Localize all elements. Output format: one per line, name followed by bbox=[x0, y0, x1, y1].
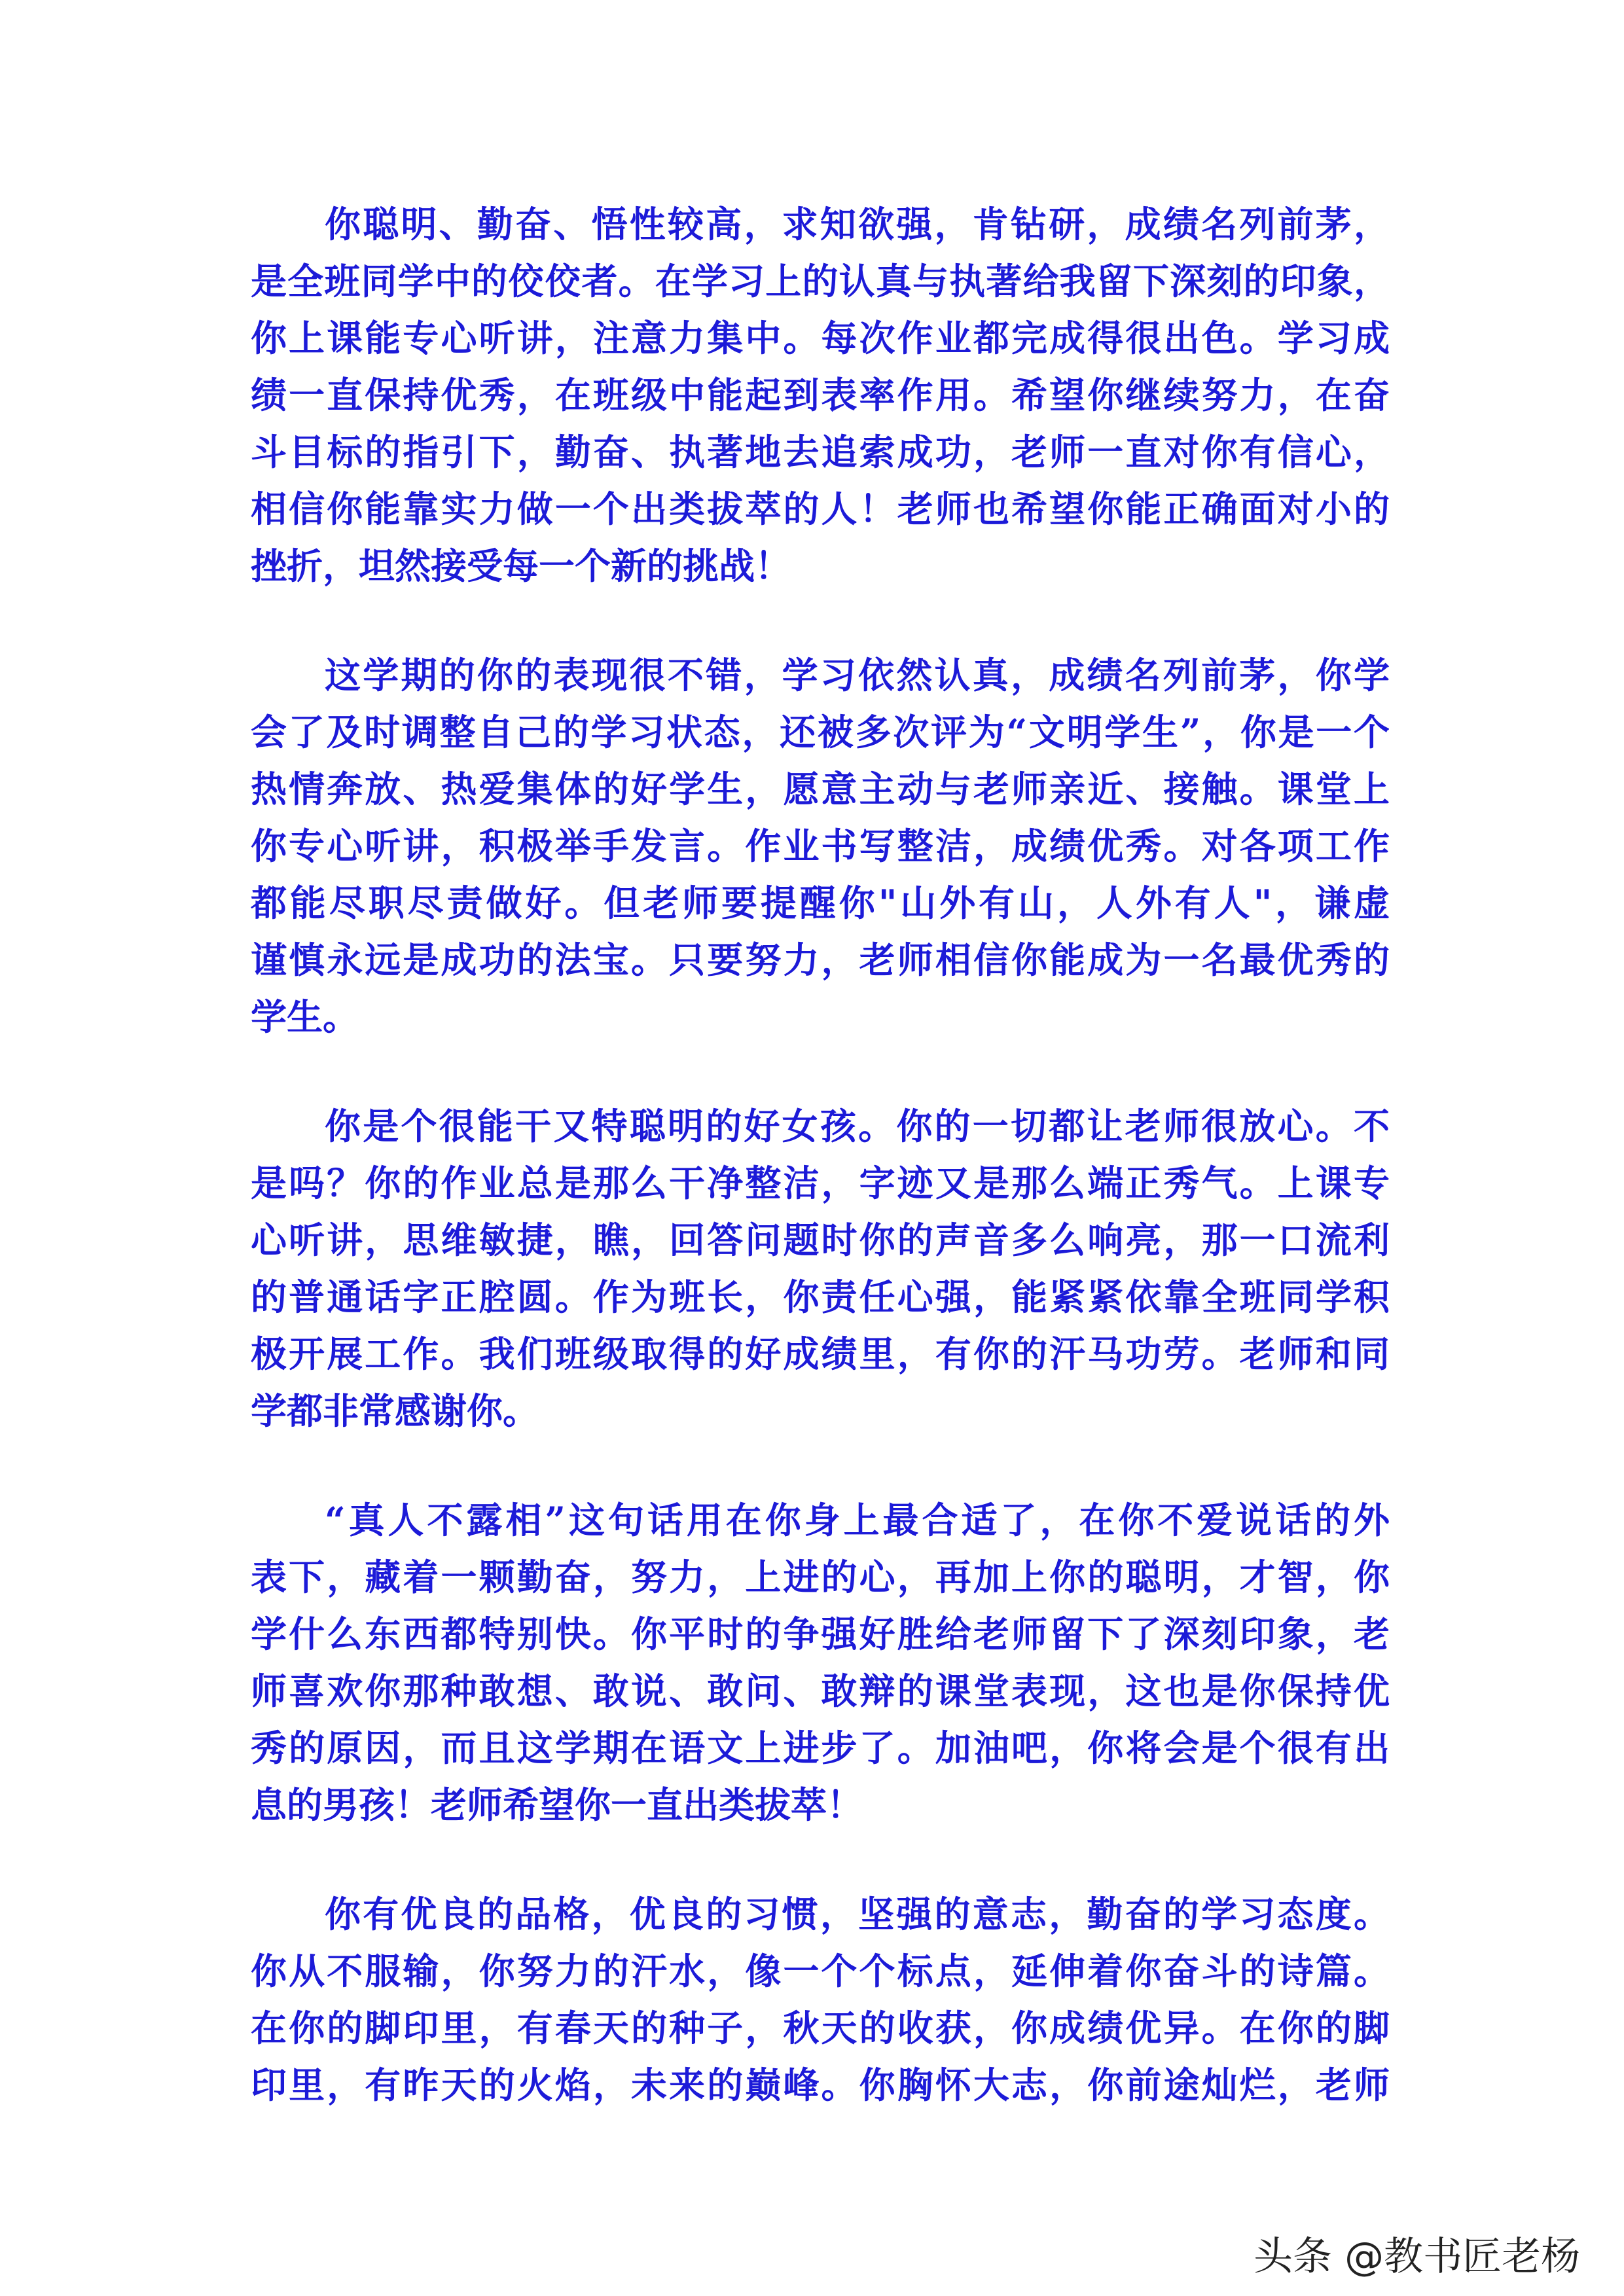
text-line: 心听讲，思维敏捷，瞧，回答问题时你的声音多么响亮，那一口流利 bbox=[251, 1219, 1390, 1261]
watermark: 头条 @教书匠老杨 bbox=[1254, 2234, 1581, 2280]
text-line: 绩一直保持优秀，在班级中能起到表率作用。希望你继续努力，在奋 bbox=[251, 374, 1390, 416]
text-line: 极开展工作。我们班级取得的好成绩里，有你的汗马功劳。老师和同 bbox=[251, 1333, 1390, 1375]
text-line: 斗目标的指引下，勤奋、执著地去追索成功，老师一直对你有信心， bbox=[251, 431, 1390, 473]
text-line: 这学期的你的表现很不错，学习依然认真，成绩名列前茅，你学 bbox=[325, 654, 1390, 696]
text-line: 是吗？你的作业总是那么干净整洁，字迹又是那么端正秀气。上课专 bbox=[251, 1162, 1390, 1204]
text-line: 学什么东西都特别快。你平时的争强好胜给老师留下了深刻印象，老 bbox=[251, 1613, 1390, 1655]
text-line: 你上课能专心听讲，注意力集中。每次作业都完成得很出色。学习成 bbox=[251, 317, 1390, 359]
text-line: 印里，有昨天的火焰，未来的巅峰。你胸怀大志，你前途灿烂，老师 bbox=[251, 2064, 1390, 2106]
text-line: 秀的原因，而且这学期在语文上进步了。加油吧，你将会是个很有出 bbox=[251, 1727, 1390, 1769]
comment-paragraph bbox=[251, 1098, 1390, 1439]
text-line: 你有优良的品格，优良的习惯，坚强的意志，勤奋的学习态度。 bbox=[325, 1893, 1390, 1935]
text-line: 学生。 bbox=[251, 996, 359, 1038]
text-line: 都能尽职尽责做好。但老师要提醒你"山外有山，人外有人"，谦虚 bbox=[251, 882, 1390, 924]
text-line: 相信你能靠实力做一个出类拔萃的人！老师也希望你能正确面对小的 bbox=[251, 488, 1390, 530]
text-line: 表下，藏着一颗勤奋，努力，上进的心，再加上你的聪明，才智，你 bbox=[251, 1556, 1390, 1598]
comment-paragraph bbox=[251, 1886, 1390, 2113]
text-line: 热情奔放、热爱集体的好学生，愿意主动与老师亲近、接触。课堂上 bbox=[251, 768, 1390, 810]
text-line: 你从不服输，你努力的汗水，像一个个标点，延伸着你奋斗的诗篇。 bbox=[251, 1950, 1390, 1992]
comment-paragraph bbox=[251, 1492, 1390, 1833]
text-line: 师喜欢你那种敢想、敢说、敢问、敢辩的课堂表现，这也是你保持优 bbox=[251, 1670, 1390, 1712]
text-line: 你聪明、勤奋、悟性较高，求知欲强，肯钻研，成绩名列前茅， bbox=[325, 203, 1390, 245]
text-line: 的普通话字正腔圆。作为班长，你责任心强，能紧紧依靠全班同学积 bbox=[251, 1276, 1390, 1318]
text-line: 你专心听讲，积极举手发言。作业书写整洁，成绩优秀。对各项工作 bbox=[251, 825, 1390, 867]
text-line: 你是个很能干又特聪明的好女孩。你的一切都让老师很放心。不 bbox=[325, 1105, 1390, 1147]
text-line: “真人不露相”这句话用在你身上最合适了，在你不爱说话的外 bbox=[325, 1499, 1390, 1541]
text-line: 谨慎永远是成功的法宝。只要努力，老师相信你能成为一名最优秀的 bbox=[251, 939, 1390, 981]
text-line: 在你的脚印里，有春天的种子，秋天的收获，你成绩优异。在你的脚 bbox=[251, 2007, 1390, 2049]
text-line: 会了及时调整自己的学习状态，还被多次评为“文明学生”，你是一个 bbox=[251, 711, 1390, 753]
text-line: 挫折，坦然接受每一个新的挑战！ bbox=[251, 545, 791, 587]
text-line: 息的男孩！老师希望你一直出类拔萃！ bbox=[251, 1784, 863, 1826]
comment-paragraph bbox=[251, 196, 1390, 594]
text-line: 是全班同学中的佼佼者。在学习上的认真与执著给我留下深刻的印象， bbox=[251, 260, 1390, 302]
document-body bbox=[251, 196, 1390, 2166]
comment-paragraph bbox=[251, 647, 1390, 1045]
text-line: 学都非常感谢你。 bbox=[251, 1390, 539, 1432]
